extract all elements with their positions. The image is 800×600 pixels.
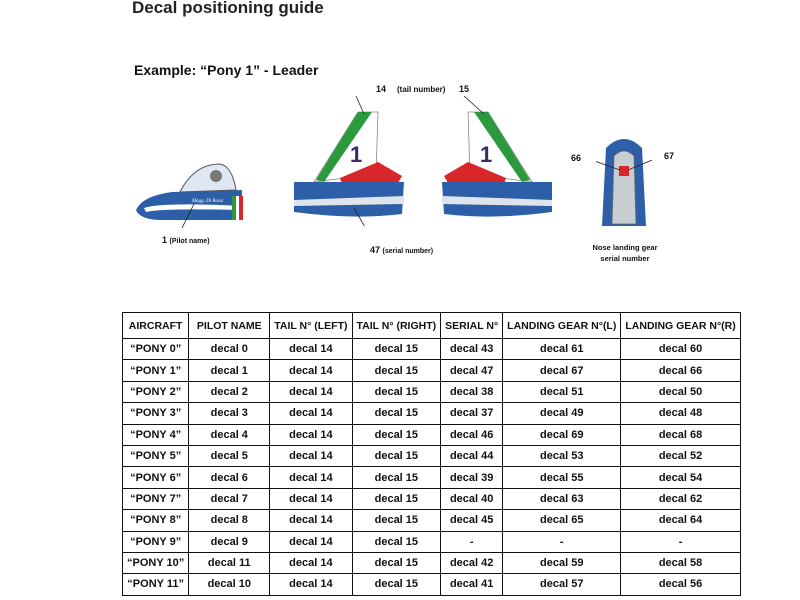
right-tail-illustration xyxy=(440,96,552,226)
cell-tail-left: decal 14 xyxy=(270,360,352,381)
cell-tail-right: decal 15 xyxy=(352,424,441,445)
cell-gear-left: decal 49 xyxy=(503,403,621,424)
cell-tail-left: decal 14 xyxy=(270,445,352,466)
cell-serial: decal 38 xyxy=(441,381,503,402)
cell-tail-left: decal 14 xyxy=(270,403,352,424)
header-tail-left: TAIL N° (LEFT) xyxy=(270,313,352,339)
serial-note: (serial number) xyxy=(382,248,434,255)
pilot-number-label xyxy=(162,235,210,245)
cell-pilot: decal 10 xyxy=(189,574,270,595)
cell-aircraft: “PONY 2” xyxy=(123,381,189,402)
cell-pilot: decal 11 xyxy=(189,552,270,573)
pilot-helmet xyxy=(210,170,222,182)
header-pilot-name: PILOT NAME xyxy=(189,313,270,339)
cell-gear-right: - xyxy=(621,531,740,552)
tricolor-red xyxy=(239,196,243,220)
cell-gear-right: decal 68 xyxy=(621,424,740,445)
cell-gear-left: decal 57 xyxy=(503,574,621,595)
cell-tail-left: decal 14 xyxy=(270,424,352,445)
cell-aircraft: “PONY 11” xyxy=(123,574,189,595)
cell-gear-left: decal 69 xyxy=(503,424,621,445)
cell-aircraft: “PONY 7” xyxy=(123,488,189,509)
cell-pilot: decal 0 xyxy=(189,339,270,360)
gear-right-number: 67 xyxy=(664,151,675,161)
cell-tail-right: decal 15 xyxy=(352,381,441,402)
table-row xyxy=(123,381,741,402)
cell-tail-right: decal 15 xyxy=(352,445,441,466)
cell-pilot: decal 9 xyxy=(189,531,270,552)
cell-serial: decal 43 xyxy=(441,339,503,360)
table-row xyxy=(123,552,741,573)
cell-serial: decal 37 xyxy=(441,403,503,424)
left-tail-illustration xyxy=(294,96,406,226)
cell-serial: decal 45 xyxy=(441,510,503,531)
cell-aircraft: “PONY 10” xyxy=(123,552,189,573)
cell-gear-right: decal 64 xyxy=(621,510,740,531)
tail-digit-left: 1 xyxy=(350,142,363,167)
tail-digit-right: 1 xyxy=(480,142,493,167)
cell-tail-left: decal 14 xyxy=(270,574,352,595)
cell-tail-left: decal 14 xyxy=(270,381,352,402)
cell-serial: decal 44 xyxy=(441,445,503,466)
cell-gear-left: decal 51 xyxy=(503,381,621,402)
nose-gear-illustration xyxy=(596,134,652,234)
cell-gear-right: decal 56 xyxy=(621,574,740,595)
page-title: Decal positioning guide xyxy=(132,0,324,17)
cell-pilot: decal 2 xyxy=(189,381,270,402)
canopy xyxy=(180,164,236,192)
table-row xyxy=(123,403,741,424)
header-tail-right: TAIL N° (RIGHT) xyxy=(352,313,441,339)
cell-pilot: decal 6 xyxy=(189,467,270,488)
header-gear-left: LANDING GEAR N°(L) xyxy=(503,313,621,339)
header-gear-right: LANDING GEAR N°(R) xyxy=(621,313,740,339)
cell-aircraft: “PONY 0” xyxy=(123,339,189,360)
table-row xyxy=(123,467,741,488)
tail-right-number: 15 xyxy=(459,84,470,94)
cell-pilot: decal 1 xyxy=(189,360,270,381)
cell-tail-right: decal 15 xyxy=(352,510,441,531)
cell-serial: decal 39 xyxy=(441,467,503,488)
cell-pilot: decal 8 xyxy=(189,510,270,531)
cell-serial: decal 47 xyxy=(441,360,503,381)
cell-aircraft: “PONY 3” xyxy=(123,403,189,424)
tail-right-leader xyxy=(464,96,484,114)
cell-tail-left: decal 14 xyxy=(270,339,352,360)
tricolor-white xyxy=(236,196,239,220)
cell-tail-left: decal 14 xyxy=(270,488,352,509)
cell-gear-left: decal 63 xyxy=(503,488,621,509)
cell-tail-right: decal 15 xyxy=(352,574,441,595)
cell-pilot: decal 7 xyxy=(189,488,270,509)
cell-tail-right: decal 15 xyxy=(352,488,441,509)
decal-table xyxy=(122,312,741,596)
cell-gear-right: decal 52 xyxy=(621,445,740,466)
cell-gear-left: decal 65 xyxy=(503,510,621,531)
pilot-number: 1 xyxy=(162,235,168,245)
cell-aircraft: “PONY 4” xyxy=(123,424,189,445)
cell-tail-right: decal 15 xyxy=(352,360,441,381)
cell-gear-right: decal 54 xyxy=(621,467,740,488)
cell-gear-left: decal 59 xyxy=(503,552,621,573)
cell-tail-right: decal 15 xyxy=(352,339,441,360)
table-header-row xyxy=(123,313,741,339)
header-aircraft: AIRCRAFT xyxy=(123,313,189,339)
cell-gear-right: decal 62 xyxy=(621,488,740,509)
cell-tail-left: decal 14 xyxy=(270,552,352,573)
table-row xyxy=(123,488,741,509)
table-row xyxy=(123,360,741,381)
cell-serial: - xyxy=(441,531,503,552)
cell-gear-left: - xyxy=(503,531,621,552)
cell-gear-left: decal 53 xyxy=(503,445,621,466)
gear-decal-area xyxy=(619,166,629,176)
cell-gear-right: decal 58 xyxy=(621,552,740,573)
table-row xyxy=(123,424,741,445)
cell-pilot: decal 4 xyxy=(189,424,270,445)
header-serial: SERIAL N° xyxy=(441,313,503,339)
cell-gear-right: decal 66 xyxy=(621,360,740,381)
cell-tail-left: decal 14 xyxy=(270,531,352,552)
tail-left-number: 14 xyxy=(376,84,387,94)
table-row xyxy=(123,510,741,531)
nose-gear-caption xyxy=(585,242,665,264)
cell-tail-right: decal 15 xyxy=(352,403,441,424)
cell-aircraft: “PONY 1” xyxy=(123,360,189,381)
cell-gear-left: decal 55 xyxy=(503,467,621,488)
example-heading: Example: “Pony 1” - Leader xyxy=(134,62,319,78)
cell-serial: decal 41 xyxy=(441,574,503,595)
tricolor-green xyxy=(232,196,236,220)
cell-serial: decal 42 xyxy=(441,552,503,573)
cell-pilot: decal 3 xyxy=(189,403,270,424)
serial-number: 47 xyxy=(370,245,381,255)
cell-gear-right: decal 48 xyxy=(621,403,740,424)
cell-tail-left: decal 14 xyxy=(270,467,352,488)
nose-caption-line1: Nose landing gear xyxy=(592,243,658,252)
cell-gear-left: decal 61 xyxy=(503,339,621,360)
cockpit-script: Magg. Di Rossi xyxy=(192,199,224,204)
cell-aircraft: “PONY 6” xyxy=(123,467,189,488)
serial-label xyxy=(370,245,433,255)
table-row xyxy=(123,574,741,595)
tail-left-leader xyxy=(356,96,364,114)
cell-serial: decal 40 xyxy=(441,488,503,509)
gear-left-number: 66 xyxy=(571,153,582,163)
cell-tail-right: decal 15 xyxy=(352,467,441,488)
cell-tail-right: decal 15 xyxy=(352,552,441,573)
cell-pilot: decal 5 xyxy=(189,445,270,466)
tail-note: (tail number) xyxy=(397,85,446,94)
cell-serial: decal 46 xyxy=(441,424,503,445)
cell-tail-left: decal 14 xyxy=(270,510,352,531)
nose-caption-line2: serial number xyxy=(600,254,650,263)
cell-tail-right: decal 15 xyxy=(352,531,441,552)
table-row xyxy=(123,445,741,466)
cell-aircraft: “PONY 9” xyxy=(123,531,189,552)
gear-bay xyxy=(612,151,636,224)
cell-aircraft: “PONY 5” xyxy=(123,445,189,466)
table-row xyxy=(123,531,741,552)
cell-aircraft: “PONY 8” xyxy=(123,510,189,531)
cell-gear-right: decal 50 xyxy=(621,381,740,402)
table-row xyxy=(123,339,741,360)
cell-gear-left: decal 67 xyxy=(503,360,621,381)
cell-gear-right: decal 60 xyxy=(621,339,740,360)
pilot-note: (Pilot name) xyxy=(169,238,210,245)
cockpit-illustration xyxy=(132,158,252,228)
